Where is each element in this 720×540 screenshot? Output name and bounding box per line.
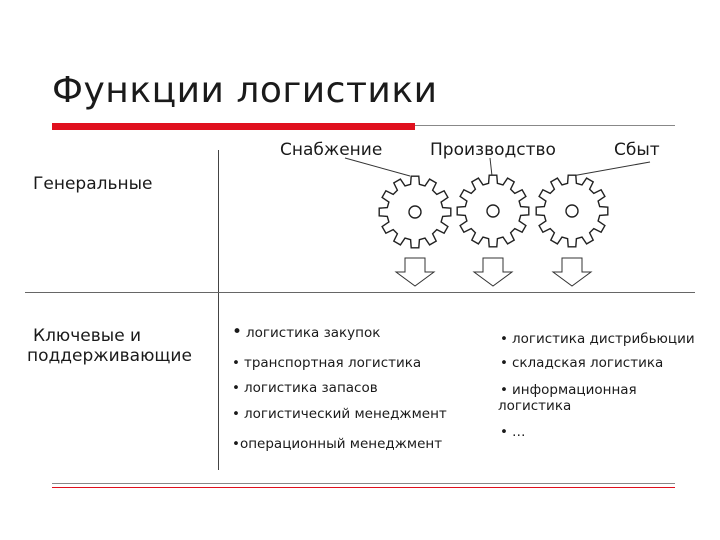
bullet-text: логистика запасов: [243, 380, 378, 396]
bullet-dot: •: [500, 382, 508, 398]
bullet-dot: •: [232, 322, 243, 342]
connector-production: [490, 158, 492, 176]
connector-lines: [345, 158, 650, 176]
bullet-dot: •: [500, 424, 508, 440]
gear-production-icon: [457, 175, 529, 247]
bullet-dot: •: [232, 406, 240, 422]
arrow-down-sales-icon: [553, 258, 591, 286]
right-bullet-4: [500, 425, 525, 440]
bullet-text: логистический менеджмент: [243, 406, 447, 422]
right-bullet-3-cont: логистика: [498, 398, 572, 414]
left-bullet-3: [232, 381, 378, 396]
connector-supply: [345, 158, 410, 176]
bullet-dot: •: [500, 331, 508, 347]
gear-sales-icon: [536, 175, 608, 247]
left-bullet-2: [232, 356, 421, 371]
column-sales: Сбыт: [614, 140, 660, 160]
gear-supply-icon: [379, 176, 451, 248]
bullet-text: операционный менеджмент: [239, 436, 443, 452]
row-general-label: Генеральные: [33, 174, 153, 194]
bullet-dot: •: [232, 436, 240, 452]
column-supply: Снабжение: [280, 140, 383, 160]
bullet-dot: •: [232, 355, 240, 371]
bullet-text: информационная: [511, 382, 637, 398]
right-bullet-1: [500, 332, 695, 347]
left-bullet-5: [232, 437, 442, 452]
bullet-text: …: [511, 424, 526, 440]
left-bullet-4: [232, 407, 447, 422]
bullet-dot: •: [232, 380, 240, 396]
connector-sales: [572, 162, 650, 176]
bullet-text: логистика закупок: [246, 325, 381, 341]
arrow-down-production-icon: [474, 258, 512, 286]
right-bullet-2: [500, 356, 663, 371]
left-bullet-1: [232, 322, 381, 342]
bullet-text: транспортная логистика: [243, 355, 422, 371]
bullet-text: логистика дистрибьюции: [511, 331, 695, 347]
row-key-label-line2: поддерживающие: [27, 346, 192, 366]
column-production: Производство: [430, 140, 556, 160]
slide-title: Функции логистики: [52, 70, 438, 111]
right-bullet-3: [500, 383, 637, 398]
arrow-down-supply-icon: [396, 258, 434, 286]
bullet-text: складская логистика: [511, 355, 664, 371]
bullet-dot: •: [500, 355, 508, 371]
row-key-label-line1: Ключевые и: [33, 326, 142, 346]
